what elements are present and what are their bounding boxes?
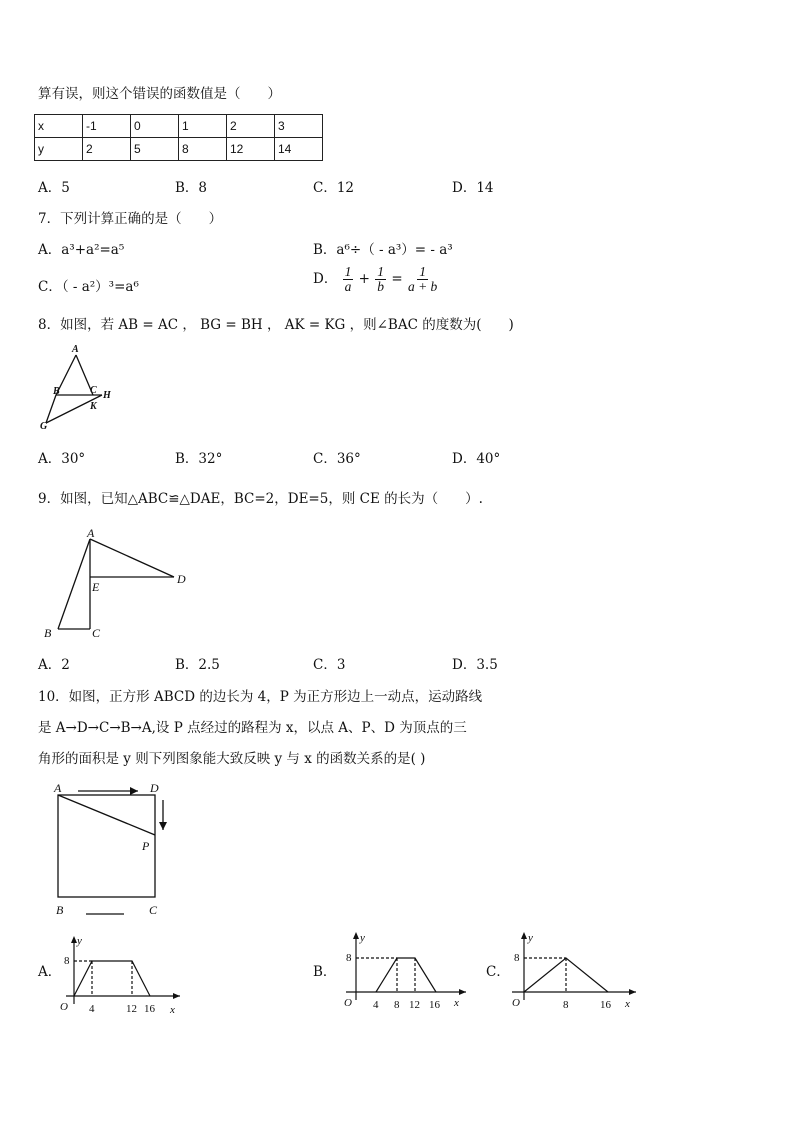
- q7-option-d[interactable]: [313, 265, 438, 294]
- segment-ad: [90, 539, 174, 577]
- origin-label: O: [512, 997, 520, 1009]
- denominator: a: [344, 279, 352, 294]
- x-axis-label: x: [454, 997, 459, 1009]
- plus-sign: +: [358, 271, 370, 287]
- origin-label: O: [344, 997, 352, 1009]
- q8-option-c[interactable]: C．36°: [313, 451, 361, 467]
- label-h: H: [103, 390, 111, 401]
- label-b: B: [56, 903, 64, 917]
- label-g: G: [40, 421, 48, 432]
- tick-label: 8: [563, 999, 569, 1011]
- x-axis-label: x: [625, 998, 630, 1010]
- q10-square-figure: [46, 780, 186, 920]
- numerator: 1: [419, 264, 426, 279]
- tick-label: 8: [346, 952, 352, 964]
- tick-label: 4: [89, 1003, 95, 1015]
- label-a: A: [54, 781, 62, 795]
- table-cell: x: [35, 115, 83, 138]
- label-b: B: [44, 626, 52, 640]
- q7-option-d-prefix: D．: [313, 271, 338, 287]
- q9-option-a[interactable]: A．2: [38, 657, 70, 673]
- y-axis-label: y: [528, 932, 533, 944]
- arrow-down-icon: [159, 822, 167, 830]
- table-cell: y: [35, 138, 83, 161]
- q9-stem: 9．如图，已知△ABC≌△DAE，BC=2，DE=5，则 CE 的长为（ ）.: [38, 491, 483, 507]
- label-d: D: [177, 572, 186, 586]
- q10-graph-b[interactable]: [336, 930, 476, 1012]
- numerator: 1: [377, 264, 385, 279]
- table-cell: 1: [179, 115, 227, 138]
- label-e: E: [92, 580, 100, 594]
- tick-label: 8: [64, 955, 70, 967]
- arrow-up-icon: [521, 932, 527, 939]
- square-abcd: [58, 795, 155, 897]
- function-curve: [74, 961, 150, 996]
- tick-label: 16: [429, 999, 440, 1011]
- table-cell: 3: [275, 115, 323, 138]
- arrow-right-icon: [459, 989, 466, 995]
- q7-stem: 7．下列计算正确的是（ ）: [38, 211, 223, 227]
- tick-label: 16: [144, 1003, 155, 1015]
- denominator: b: [377, 279, 385, 294]
- segment-ap: [58, 795, 155, 835]
- label-c: C: [90, 385, 97, 396]
- arrow-right-icon: [629, 989, 636, 995]
- q6-stem-tail: 算有误，则这个错误的函数值是（ ）: [38, 86, 281, 102]
- q6-value-table: [34, 114, 323, 161]
- q10-stem-line3: 角形的面积是 y 则下列图象能大致反映 y 与 x 的函数关系的是( ): [38, 751, 426, 767]
- q7-option-c[interactable]: C．（ - a²）³=a⁶: [38, 279, 139, 295]
- q8-option-a[interactable]: A．30°: [38, 451, 86, 467]
- tick-label: 12: [126, 1003, 137, 1015]
- tick-label: 8: [514, 952, 520, 964]
- tick-label: 8: [394, 999, 400, 1011]
- q10-graph-c[interactable]: [504, 930, 644, 1012]
- arrow-right-icon: [130, 787, 138, 795]
- arrow-right-icon: [173, 993, 180, 999]
- q10-stem-line1: 10．如图，正方形 ABCD 的边长为 4，P 为正方形边上一动点，运动路线: [38, 689, 483, 705]
- q7-option-b[interactable]: B．a⁶÷（ - a³）= - a³: [313, 242, 453, 258]
- origin-label: O: [60, 1001, 68, 1013]
- q10-option-c[interactable]: C．: [486, 964, 510, 980]
- function-curve: [376, 958, 436, 992]
- label-c: C: [149, 903, 158, 917]
- q10-option-a[interactable]: A．: [38, 964, 62, 980]
- fraction: [375, 265, 386, 294]
- q9-option-c[interactable]: C．3: [313, 657, 346, 673]
- arrow-up-icon: [353, 932, 359, 939]
- label-p: P: [142, 839, 150, 853]
- q10-option-b[interactable]: B．: [313, 964, 337, 980]
- q6-option-c[interactable]: C．12: [313, 180, 355, 196]
- tick-label: 4: [373, 999, 379, 1011]
- table-cell: 8: [179, 138, 227, 161]
- q10-stem-line2: 是 A→D→C→B→A,设 P 点经过的路程为 x，以点 A、P、D 为顶点的三: [38, 720, 467, 736]
- table-cell: 14: [275, 138, 323, 161]
- q6-option-d[interactable]: D．14: [452, 180, 494, 196]
- q7-option-a[interactable]: A．a³+a²=a⁵: [38, 242, 125, 258]
- label-b: B: [53, 386, 60, 397]
- table-cell: 0: [131, 115, 179, 138]
- y-axis-label: y: [77, 935, 82, 947]
- x-axis-label: x: [170, 1004, 175, 1016]
- q8-option-b[interactable]: B．32°: [175, 451, 223, 467]
- table-row: [35, 115, 323, 138]
- table-cell: -1: [83, 115, 131, 138]
- q9-triangle-figure: [36, 525, 196, 643]
- fraction: [408, 265, 437, 294]
- q8-option-d[interactable]: D．40°: [452, 451, 501, 467]
- q10-graph-a[interactable]: [56, 932, 186, 1016]
- table-cell: 2: [227, 115, 275, 138]
- label-c: C: [92, 626, 101, 640]
- q8-triangle-figure: [36, 343, 126, 435]
- numerator: 1: [344, 264, 352, 279]
- denominator: a + b: [407, 279, 438, 294]
- table-cell: 5: [131, 138, 179, 161]
- equals-sign: =: [391, 271, 403, 287]
- q8-stem: 8．如图，若 AB = AC ， BG = BH ， AK = KG ，则∠BAC 的度数为( ): [38, 317, 514, 333]
- fraction: [343, 265, 354, 294]
- tick-label: 12: [409, 999, 420, 1011]
- segment-ab: [58, 539, 90, 629]
- table-cell: 12: [227, 138, 275, 161]
- y-axis-label: y: [360, 932, 365, 944]
- tick-label: 16: [600, 999, 611, 1011]
- table-cell: 2: [83, 138, 131, 161]
- label-d: D: [150, 781, 159, 795]
- table-row: [35, 138, 323, 161]
- label-a: A: [72, 344, 79, 355]
- label-a: A: [87, 526, 95, 540]
- label-k: K: [90, 401, 97, 412]
- q6-option-a[interactable]: A．5: [38, 180, 70, 196]
- q9-option-b[interactable]: B．2.5: [175, 657, 220, 673]
- q9-option-d[interactable]: D．3.5: [452, 657, 498, 673]
- q6-option-b[interactable]: B．8: [175, 180, 208, 196]
